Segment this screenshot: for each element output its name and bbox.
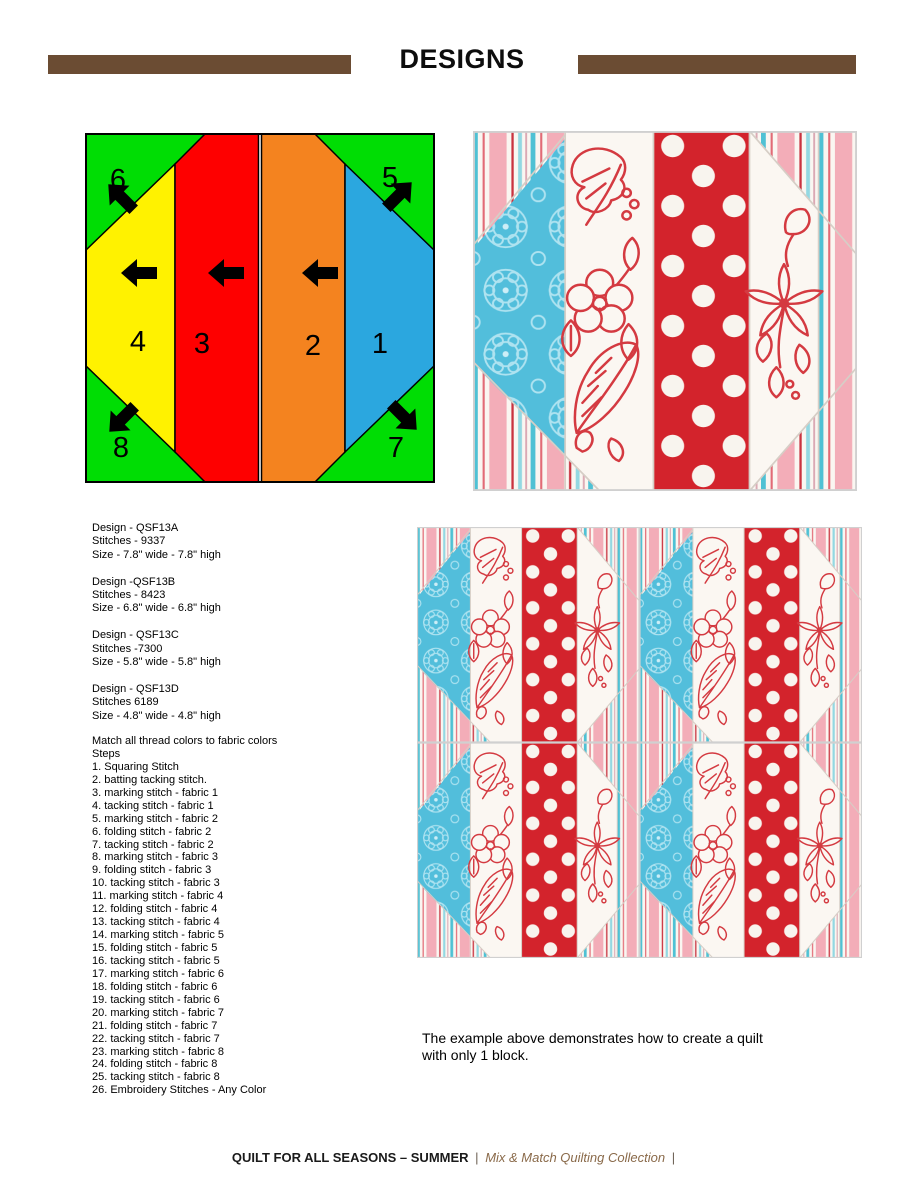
step-item: 14. marking stitch - fabric 5 — [92, 929, 225, 942]
step-item: 24. folding stitch - fabric 8 — [92, 1058, 218, 1071]
step-item: 22. tacking stitch - fabric 7 — [92, 1032, 220, 1045]
step-item: 1. Squaring Stitch — [92, 760, 179, 773]
step-item: 16. tacking stitch - fabric 5 — [92, 954, 220, 967]
quilt-block — [640, 527, 863, 743]
block-piecing-diagram — [85, 133, 435, 483]
piece-number-7: 7 — [387, 432, 405, 464]
design-spec-group — [92, 576, 221, 616]
footer-series-title: QUILT FOR ALL SEASONS – SUMMER — [231, 1150, 469, 1165]
piece-number-4: 4 — [129, 326, 147, 358]
step-item: 21. folding stitch - fabric 7 — [92, 1019, 218, 1032]
footer-separator: | — [475, 1150, 479, 1165]
piece-number-8: 8 — [112, 432, 130, 464]
step-item: 20. marking stitch - fabric 7 — [92, 1006, 225, 1019]
fabric2-piece — [262, 133, 346, 483]
step-item: 9. folding stitch - fabric 3 — [92, 864, 212, 877]
page-title: DESIGNS — [399, 44, 525, 74]
design-stitches: Stitches - 8423 — [92, 589, 166, 602]
design-size: Size - 5.8" wide - 5.8" high — [92, 656, 221, 669]
step-item: 17. marking stitch - fabric 6 — [92, 967, 225, 980]
step-item: 10. tacking stitch - fabric 3 — [92, 877, 220, 890]
quilt-block — [417, 527, 640, 743]
caption-line-2: with only 1 block. — [422, 1046, 529, 1063]
design-stitches: Stitches -7300 — [92, 642, 163, 655]
design-spec-group — [92, 629, 221, 669]
step-item: 13. tacking stitch - fabric 4 — [92, 916, 220, 929]
step-item: 23. marking stitch - fabric 8 — [92, 1045, 225, 1058]
caption — [422, 1030, 763, 1063]
step-item: 6. folding stitch - fabric 2 — [92, 825, 212, 838]
step-item: 3. marking stitch - fabric 1 — [92, 786, 218, 799]
design-id: Design -QSF13B — [92, 575, 176, 588]
steps-label: Steps — [92, 747, 121, 760]
step-item: 18. folding stitch - fabric 6 — [92, 980, 218, 993]
design-stitches: Stitches - 9337 — [92, 535, 166, 548]
header-bar-left — [48, 55, 351, 74]
piece-number-3: 3 — [193, 328, 211, 360]
step-item: 8. marking stitch - fabric 3 — [92, 851, 218, 864]
quilt-photo-four-blocks — [417, 527, 862, 958]
steps-list — [92, 761, 277, 1097]
quilt-block — [640, 743, 863, 959]
quilt-block — [417, 743, 640, 959]
step-item: 19. tacking stitch - fabric 6 — [92, 993, 220, 1006]
caption-line-1: The example above demonstrates how to create a quilt — [422, 1030, 763, 1046]
design-id: Design - QSF13A — [92, 522, 179, 534]
step-item: 5. marking stitch - fabric 2 — [92, 812, 218, 825]
piece-number-1: 1 — [371, 328, 389, 360]
design-id: Design - QSF13C — [92, 629, 179, 642]
step-item: 2. batting tacking stitch. — [92, 773, 207, 786]
step-item: 15. folding stitch - fabric 5 — [92, 942, 218, 954]
piece-number-2: 2 — [304, 330, 322, 362]
fabric3-piece — [175, 133, 259, 483]
design-spec-group — [92, 683, 221, 723]
footer-collection-name: Mix & Match Quilting Collection — [485, 1150, 666, 1165]
design-id: Design - QSF13D — [92, 682, 179, 695]
design-size: Size - 7.8" wide - 7.8" high — [92, 548, 221, 561]
step-item: 4. tacking stitch - fabric 1 — [92, 799, 214, 812]
quilt-block-photo-single — [473, 131, 857, 491]
page-footer — [0, 1150, 910, 1165]
design-spec-list — [92, 522, 221, 736]
piece-number-5: 5 — [381, 162, 399, 194]
footer-end-separator: | — [671, 1150, 676, 1165]
thread-match-note: Match all thread colors to fabric colors — [92, 735, 278, 747]
design-stitches: Stitches 6189 — [92, 696, 159, 709]
step-item: 12. folding stitch - fabric 4 — [92, 903, 218, 916]
design-size: Size - 6.8" wide - 6.8" high — [92, 602, 221, 615]
piece-number-6: 6 — [109, 164, 127, 196]
step-item: 25. tacking stitch - fabric 8 — [92, 1071, 220, 1084]
header-bar-right — [578, 55, 856, 74]
design-spec-group — [92, 522, 221, 562]
step-item: 11. marking stitch - fabric 4 — [92, 890, 224, 903]
step-item: 7. tacking stitch - fabric 2 — [92, 838, 214, 851]
instructions-block — [92, 735, 277, 1097]
step-item: 26. Embroidery Stitches - Any Color — [92, 1084, 267, 1097]
design-size: Size - 4.8" wide - 4.8" high — [92, 709, 221, 722]
